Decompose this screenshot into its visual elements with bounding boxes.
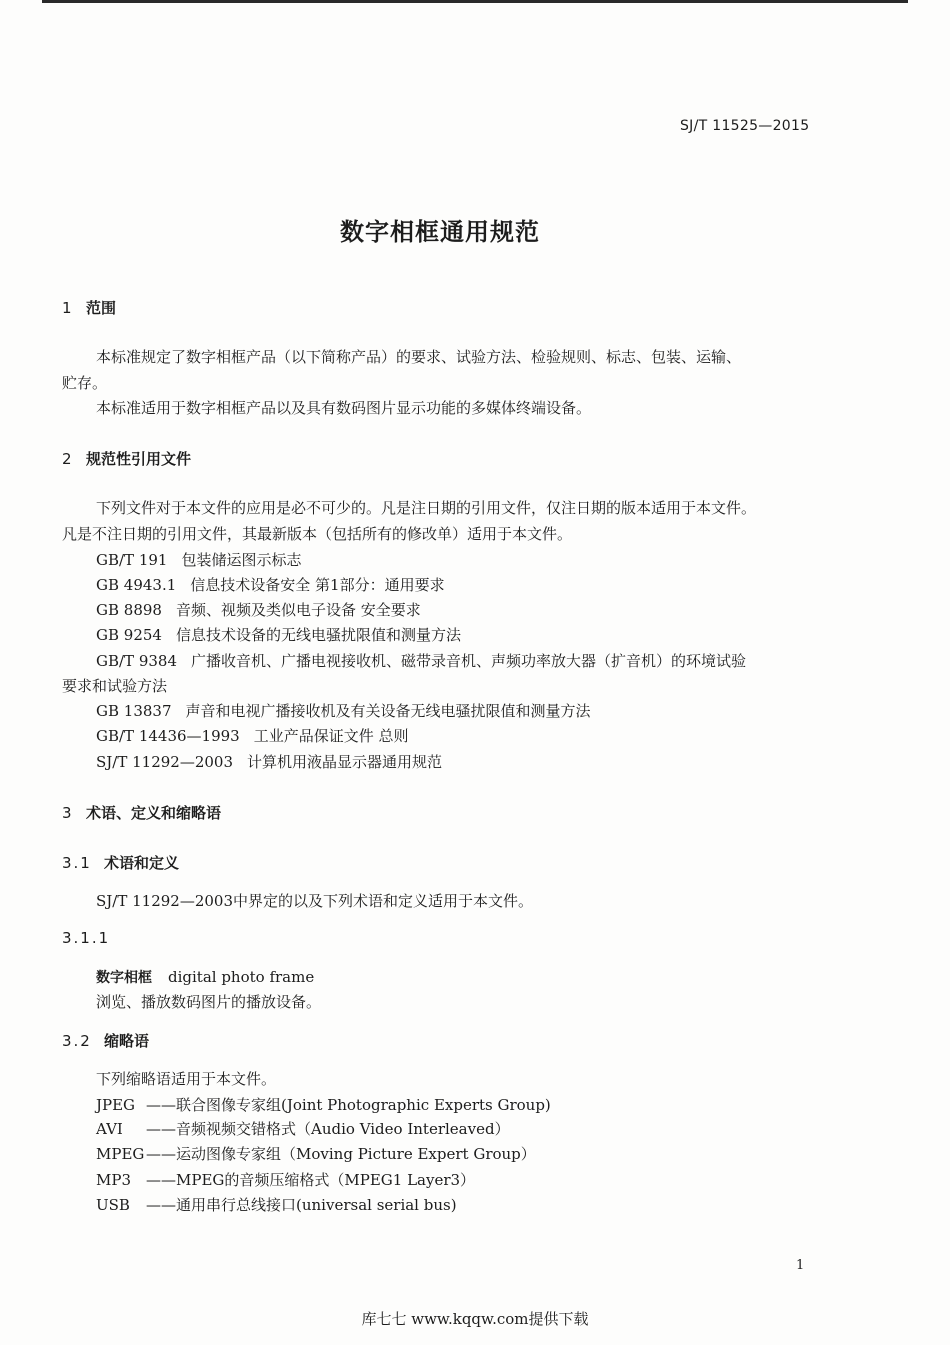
abbreviation: MPEG: [96, 1145, 145, 1163]
reference-item: [96, 700, 591, 721]
abbreviation-description: ——通用串行总线接口(universal serial bus): [146, 1196, 457, 1214]
abbreviation: MP3: [96, 1171, 131, 1189]
section-title: 规范性引用文件: [86, 450, 192, 468]
reference-title: 计算机用液晶显示器通用规范: [247, 753, 443, 771]
term-definition: 浏览、播放数码图片的播放设备。: [96, 993, 322, 1011]
reference-code: GB/T 191: [96, 551, 168, 569]
abbreviation-item: [96, 1118, 510, 1139]
reference-code: GB 9254: [96, 626, 162, 644]
subsection-3-1-heading: [62, 852, 179, 873]
subsection-title: 术语和定义: [104, 854, 180, 872]
reference-title: 信息技术设备的无线电骚扰限值和测量方法: [175, 626, 461, 644]
reference-item: [96, 751, 442, 772]
abbreviation-description: ——运动图像专家组（Moving Picture Expert Group）: [146, 1145, 536, 1163]
reference-code: GB 4943.1: [96, 576, 177, 594]
page-number: 1: [796, 1258, 805, 1273]
subsection-3-1-text: SJ/T 11292—2003中界定的以及下列术语和定义适用于本文件。: [96, 892, 534, 910]
reference-code: GB 13837: [96, 702, 172, 720]
subsection-number: 3.2: [62, 1032, 92, 1050]
document-number: SJ/T 11525—2015: [680, 118, 810, 134]
section-title: 术语、定义和缩略语: [86, 804, 222, 822]
abbreviation-description: ——联合图像专家组(Joint Photographic Experts Group): [146, 1096, 551, 1114]
abbreviation-item: [96, 1194, 457, 1215]
section-1-heading: [62, 297, 116, 318]
reference-code: GB 8898: [96, 601, 162, 619]
subsection-title: 缩略语: [104, 1032, 150, 1050]
reference-item: [96, 574, 445, 595]
section-2-intro: 下列文件对于本文件的应用是必不可少的。凡是注日期的引用文件，仅注日期的版本适用于本文件。: [96, 499, 757, 517]
footer-watermark: 库七七 www.kqqw.com提供下载: [361, 1310, 589, 1328]
reference-title: 声音和电视广播接收机及有关设备无线电骚扰限值和测量方法: [185, 702, 591, 720]
section-1-para-1-cont: 贮存。: [62, 374, 108, 392]
section-number: 2: [62, 450, 72, 468]
reference-title: 包装储运图示标志: [181, 551, 302, 569]
subsection-3-2-heading: [62, 1030, 149, 1051]
abbreviation-intro: 下列缩略语适用于本文件。: [96, 1070, 277, 1088]
term-chinese: 数字相框: [96, 970, 152, 986]
reference-code: SJ/T 11292—2003: [96, 753, 234, 771]
section-1-para-1: 本标准规定了数字相框产品（以下简称产品）的要求、试验方法、检验规则、标志、包装、运输、: [96, 348, 742, 366]
abbreviation: USB: [96, 1196, 130, 1214]
subsection-number: 3.1.1: [62, 929, 111, 947]
section-title: 范围: [86, 299, 117, 317]
reference-title: 广播收音机、广播电视接收机、磁带录音机、声频功率放大器（扩音机）的环境试验: [191, 652, 747, 670]
abbreviation-description: ——MPEG的音频压缩格式（MPEG1 Layer3）: [146, 1171, 476, 1189]
subsection-3-1-1-heading: [62, 929, 111, 947]
reference-title: 信息技术设备安全 第1部分：通用要求: [190, 576, 445, 594]
abbreviation-description: ——音频视频交错格式（Audio Video Interleaved）: [146, 1120, 510, 1138]
term-entry: [96, 967, 314, 987]
top-rule: [42, 0, 908, 3]
reference-item: [96, 624, 461, 645]
section-2-intro-cont: 凡是不注日期的引用文件，其最新版本（包括所有的修改单）适用于本文件。: [62, 525, 573, 543]
section-2-heading: [62, 448, 191, 469]
section-number: 1: [62, 299, 72, 317]
abbreviation-item: [96, 1169, 475, 1190]
reference-item: [96, 549, 301, 570]
section-number: 3: [62, 804, 72, 822]
reference-code: GB/T 9384: [96, 652, 178, 670]
section-1-para-2: 本标准适用于数字相框产品以及具有数码图片显示功能的多媒体终端设备。: [96, 399, 592, 417]
abbreviation-item: [96, 1143, 536, 1164]
subsection-number: 3.1: [62, 854, 92, 872]
reference-item: [96, 650, 746, 671]
reference-item: [96, 725, 409, 746]
abbreviation: JPEG: [96, 1096, 136, 1114]
section-3-heading: [62, 802, 221, 823]
abbreviation: AVI: [96, 1120, 123, 1138]
abbreviation-item: [96, 1094, 551, 1115]
reference-title: 音频、视频及类似电子设备 安全要求: [175, 601, 421, 619]
reference-item: [96, 599, 421, 620]
reference-title-cont: 要求和试验方法: [62, 677, 168, 695]
term-english: digital photo frame: [168, 968, 315, 986]
reference-code: GB/T 14436—1993: [96, 727, 240, 745]
reference-title: 工业产品保证文件 总则: [253, 727, 409, 745]
page-title: 数字相框通用规范: [340, 218, 540, 246]
